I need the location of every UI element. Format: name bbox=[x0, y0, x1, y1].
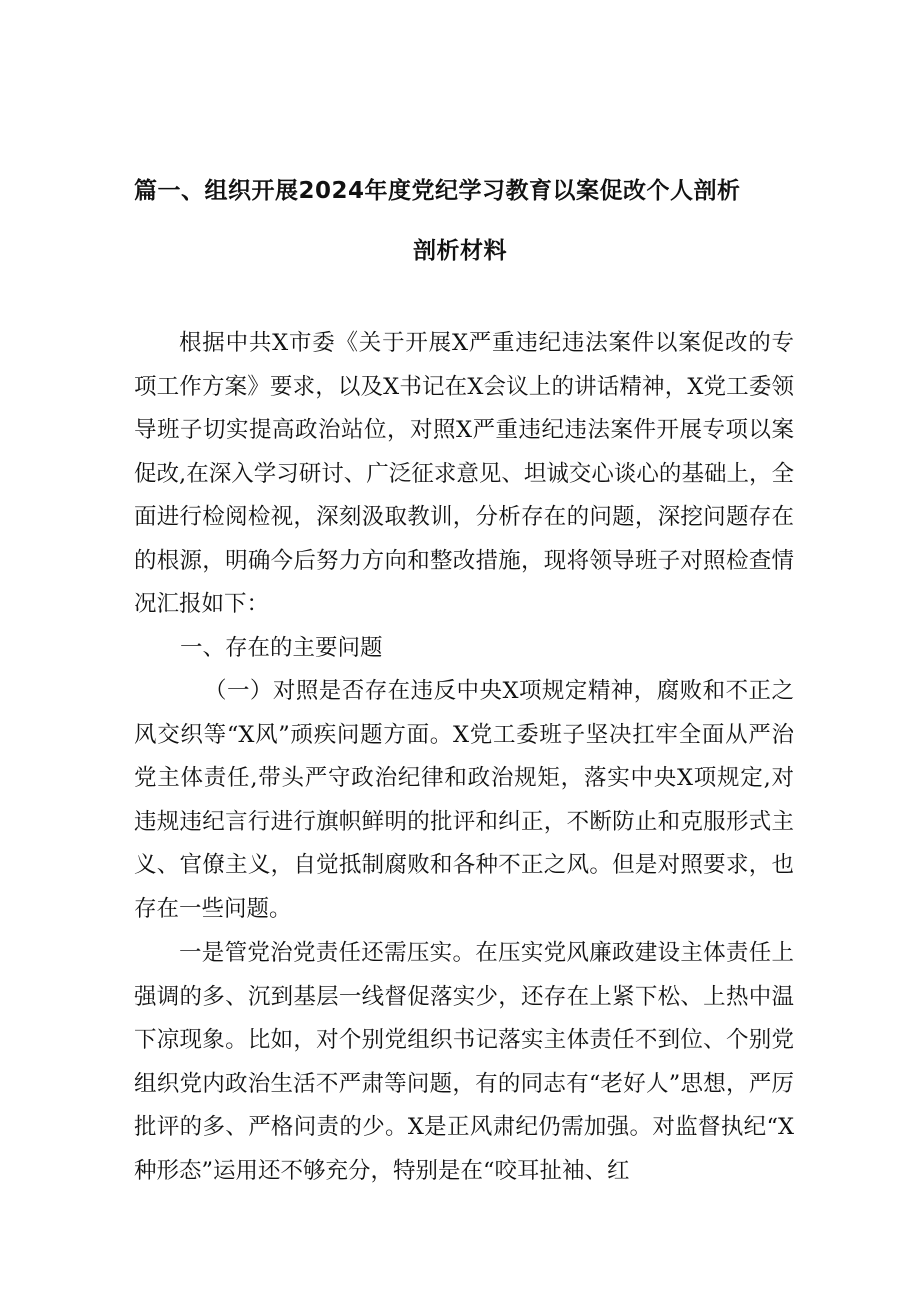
intro-paragraph: 根据中共X市委《关于开展X严重违纪违法案件以案促改的专项工作方案》要求，以及X书记在X会议上的讲话精神，X党工委领导班子切实提高政治站位，对照X严重违纪违法案件开展专项以案促改,在深入学习研讨、广泛征求意见、坦诚交心谈心的基础上，全面进行检阅检视，深刻汲取教训，分析存在的问题，深挖问题存在的根源，明确今后努力方向和整改措施，现将领导班子对照检查情况汇报如下： bbox=[134, 330, 794, 617]
document-title-line-1: 篇一、组织开展2024年度党纪学习教育以案促改个人剖析 bbox=[134, 178, 741, 204]
subsection-paragraph-1: （一）对照是否存在违反中央X项规定精神，腐败和不正之风交织等“X风”顽疾问题方面。X党工委班子坚决扛牢全面从严治党主体责任,带头严守政治纪律和政治规矩，落实中央X项规定,对违规违纪言行进行旗帜鲜明的批评和纠正，不断防止和克服形式主义、官僚主义，自觉抵制腐败和各种不正之风。但是对照要求，也存在一些问题。 bbox=[134, 678, 794, 922]
section-heading-main-problems: 一、存在的主要问题 bbox=[180, 635, 383, 661]
problem-paragraph-1: 一是管党治党责任还需压实。在压实党风廉政建设主体责任上强调的多、沉到基层一线督促落实少，还存在上紧下松、上热中温下凉现象。比如，对个别党组织书记落实主体责任不到位、个别党组织党内政治生活不严肃等问题，有的同志有“老好人”思想，严厉批评的多、严格问责的少。X是正风肃纪仍需加强。对监督执纪“X种形态”运用还不够充分，特别是在“咬耳扯袖、红 bbox=[134, 940, 794, 1184]
document-title-line-2: 剖析材料 bbox=[413, 238, 507, 264]
